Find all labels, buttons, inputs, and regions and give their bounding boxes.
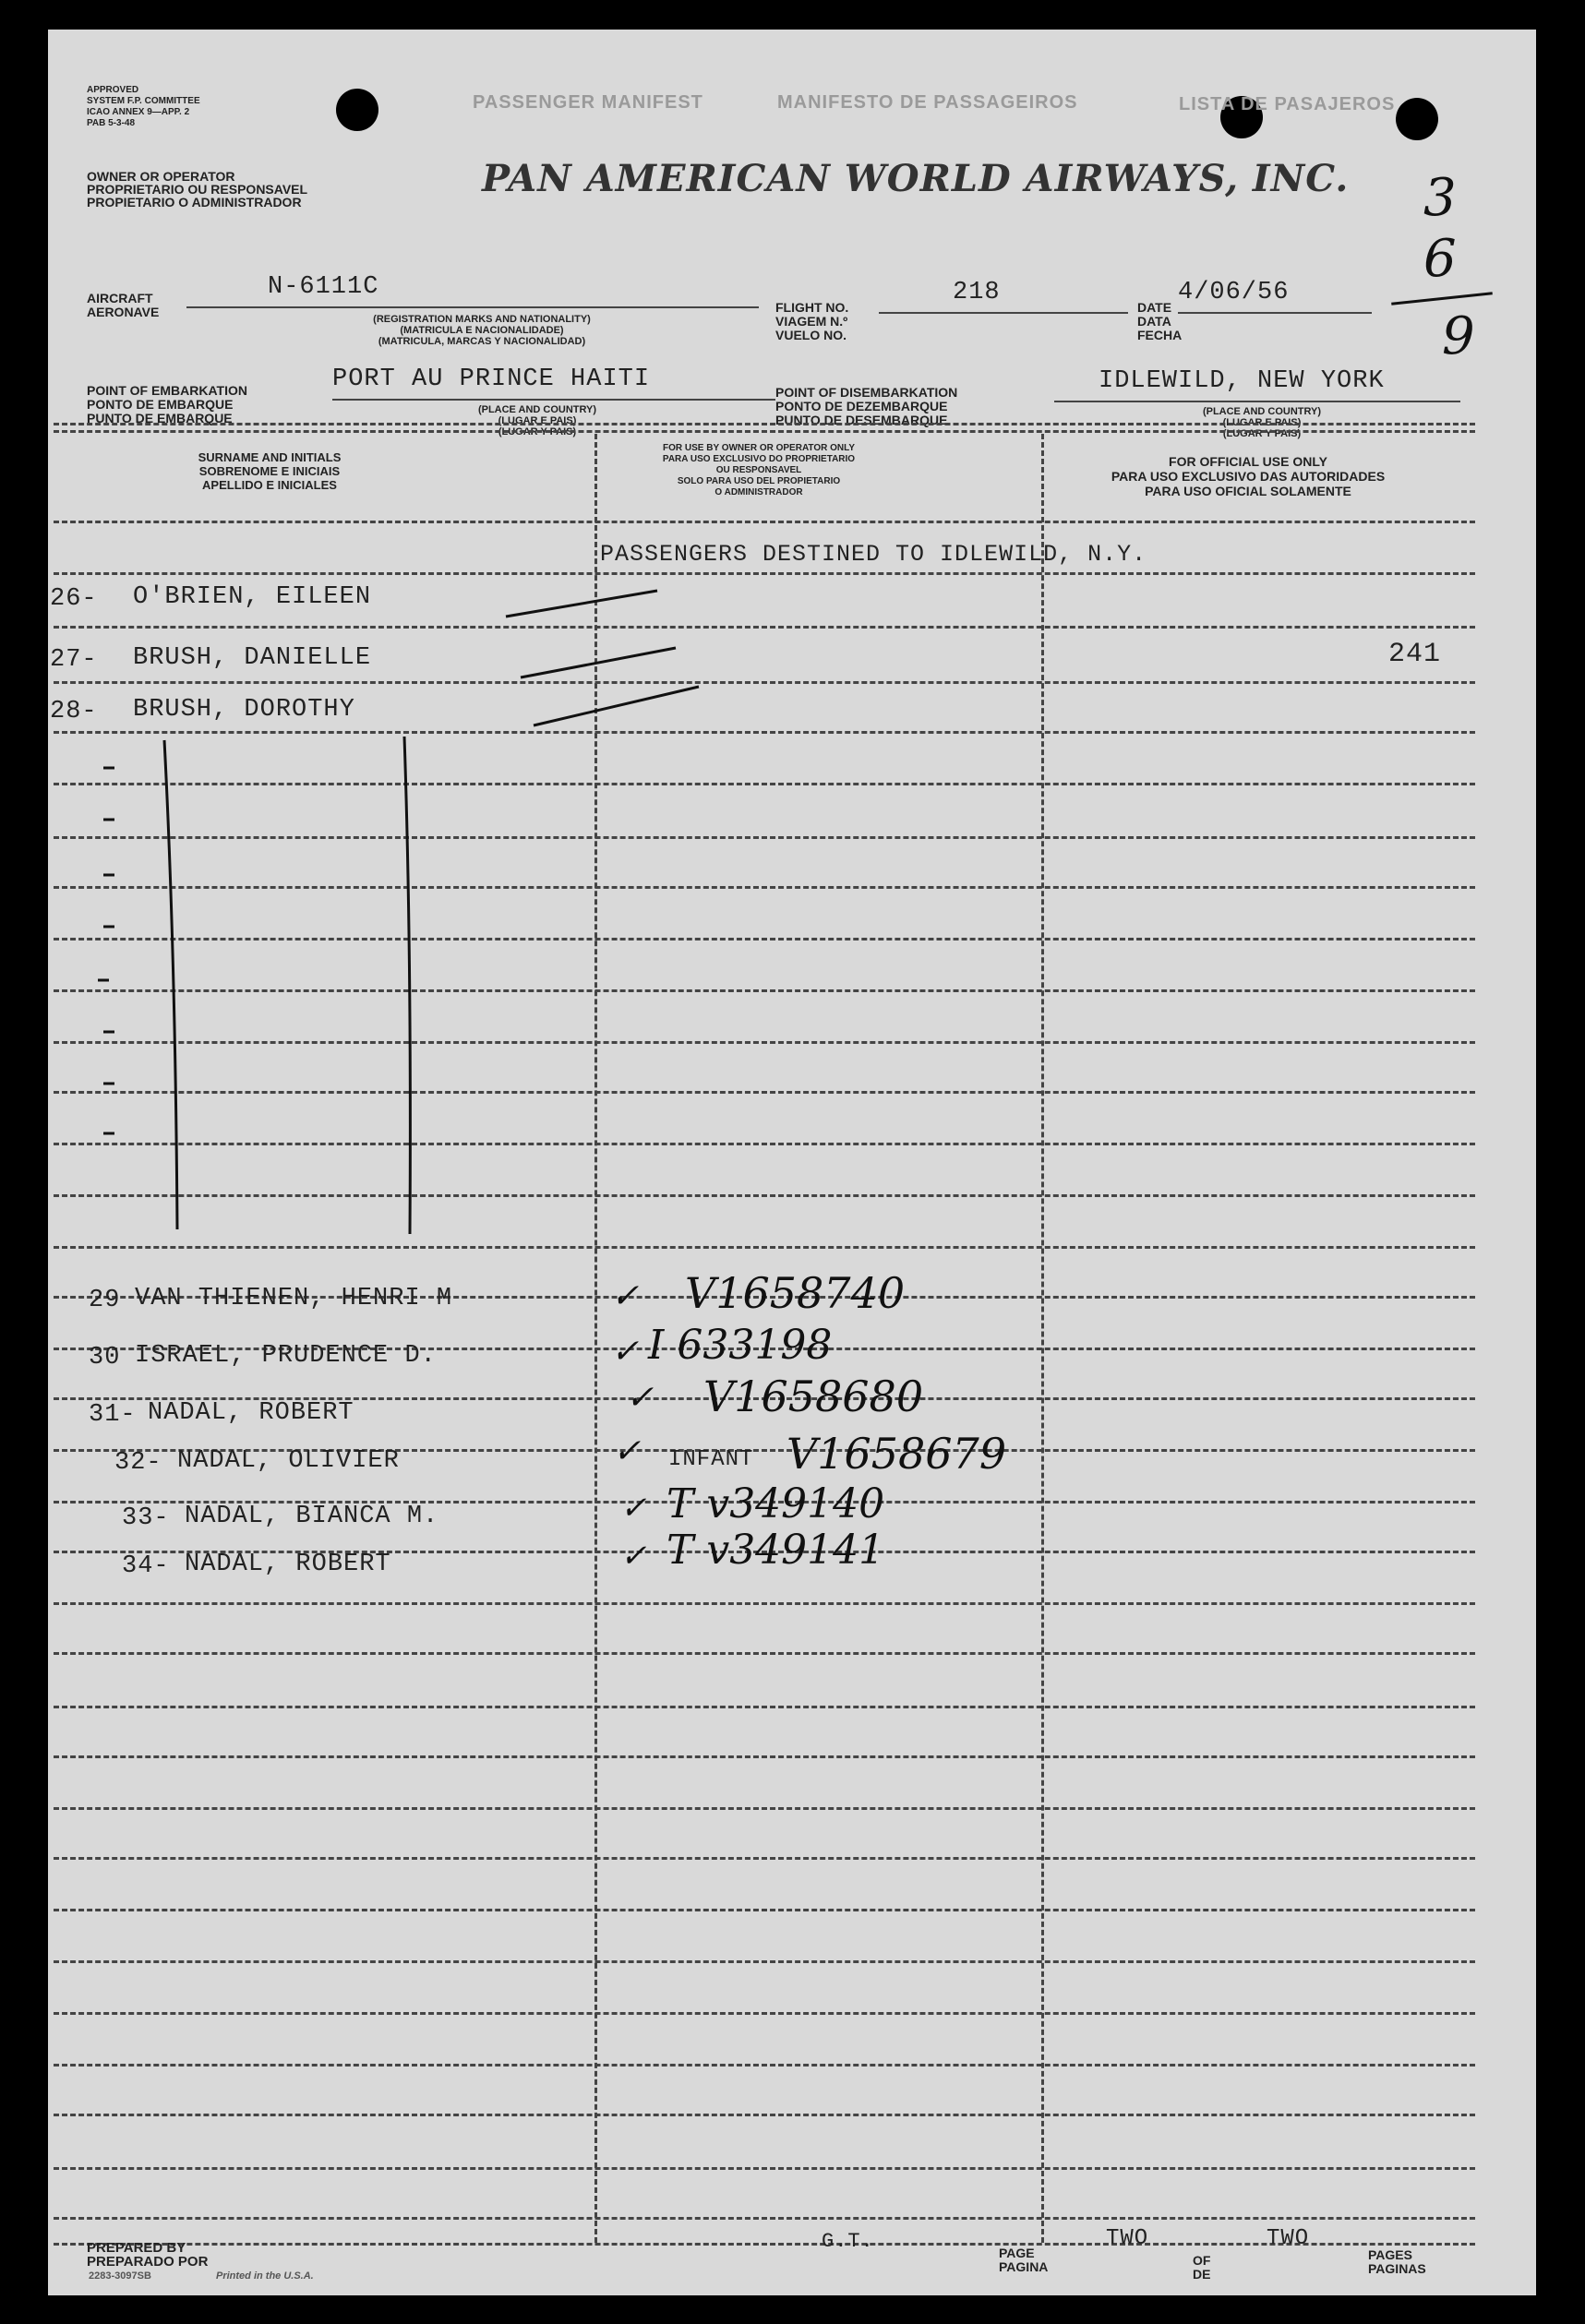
passenger-30-check: ✓ bbox=[611, 1333, 640, 1371]
destination-note: PASSENGERS DESTINED TO IDLEWILD, N.Y. bbox=[600, 541, 1147, 568]
passenger-29-check: ✓ bbox=[611, 1277, 640, 1315]
passenger-32-doc: V1658679 bbox=[786, 1429, 1007, 1479]
passenger-29-doc: V1658740 bbox=[685, 1268, 906, 1318]
manifest-page bbox=[48, 30, 1536, 2295]
aircraft-value: N-6111C bbox=[268, 273, 379, 301]
disembark-place-caption: (PLACE AND COUNTRY) (LUGAR E PAIS) (LUGAR Y PAIS) bbox=[1202, 406, 1322, 439]
passenger-26-number: 26- bbox=[50, 585, 98, 613]
passenger-32-check: ✓ bbox=[613, 1432, 642, 1470]
corner-number-1: 3 bbox=[1423, 168, 1457, 228]
date-label: DATE DATA FECHA bbox=[1137, 300, 1183, 342]
passenger-31-name: NADAL, ROBERT bbox=[148, 1399, 354, 1427]
passenger-31-number: 31- bbox=[89, 1401, 137, 1429]
strike-line bbox=[534, 687, 699, 725]
approval-block: APPROVED SYSTEM F.P. COMMITTEE ICAO ANNEX 9—APP. 2 PAB 5-3-48 bbox=[87, 85, 200, 128]
row-rule bbox=[54, 2217, 1475, 2220]
row-rule bbox=[54, 1602, 1475, 1605]
disembark-label: POINT OF DISEMBARKATION PONTO DE DEZEMBARQUE PUNTO DE DESEMBARQUE bbox=[775, 385, 958, 427]
bracket-left bbox=[164, 740, 177, 1229]
row-rule bbox=[54, 2064, 1475, 2066]
passenger-26-name: O'BRIEN, EILEEN bbox=[133, 583, 372, 611]
page-value: TWO bbox=[1106, 2226, 1149, 2251]
passenger-30-doc: I 633198 bbox=[648, 1322, 833, 1369]
registration-caption: (REGISTRATION MARKS AND NATIONALITY) (MATRICULA E NACIONALIDADE) (MATRICULA, MARCAS Y NACIONALIDAD) bbox=[373, 314, 591, 347]
passenger-30-name: ISRAEL, PRUDENCE D. bbox=[135, 1342, 437, 1370]
aircraft-label: AIRCRAFT AERONAVE bbox=[87, 291, 160, 319]
passenger-33-number: 33- bbox=[122, 1504, 170, 1532]
corner-number-3: 9 bbox=[1442, 306, 1475, 366]
flight-label: FLIGHT NO. VIAGEM N.º VUELO NO. bbox=[775, 300, 849, 342]
passenger-33-doc: T v349140 bbox=[666, 1480, 885, 1527]
passenger-28-name: BRUSH, DOROTHY bbox=[133, 696, 355, 724]
table-bottom-rule bbox=[54, 2243, 1475, 2246]
passenger-27-name: BRUSH, DANIELLE bbox=[133, 644, 372, 672]
passenger-33-name: NADAL, BIANCA M. bbox=[185, 1503, 439, 1530]
row-rule bbox=[54, 1755, 1475, 1758]
row-rule bbox=[54, 2167, 1475, 2170]
page-label: PAGE PAGINA bbox=[999, 2246, 1049, 2274]
owner-label: OWNER OR OPERATOR PROPRIETARIO OU RESPONSAVEL PROPIETARIO O ADMINISTRADOR bbox=[87, 169, 308, 210]
corner-number-2: 6 bbox=[1423, 229, 1457, 289]
passenger-30-number: 30 bbox=[89, 1344, 121, 1372]
passenger-31-check: ✓ bbox=[626, 1379, 654, 1417]
date-value: 4/06/56 bbox=[1178, 279, 1290, 306]
airline-name: PAN AMERICAN WORLD AIRWAYS, INC. bbox=[482, 157, 1350, 200]
of-label: OF DE bbox=[1193, 2253, 1211, 2282]
row-rule bbox=[54, 2012, 1475, 2015]
passenger-27-number: 27- bbox=[50, 646, 98, 674]
passenger-32-number: 32- bbox=[114, 1449, 162, 1477]
strike-line bbox=[506, 591, 657, 617]
passenger-32-infant: INFANT bbox=[668, 1447, 754, 1472]
form-number: 2283-3097SB bbox=[89, 2270, 151, 2282]
passenger-29-number: 29 bbox=[89, 1287, 121, 1314]
row-rule bbox=[54, 1652, 1475, 1655]
title-en: PASSENGER MANIFEST bbox=[473, 92, 703, 113]
preparer-initials: G.T. bbox=[822, 2230, 874, 2253]
passenger-28-number: 28- bbox=[50, 698, 98, 725]
strike-marks bbox=[48, 30, 1536, 1322]
prepared-label: PREPARED BY PREPARADO POR bbox=[87, 2240, 209, 2270]
passenger-34-name: NADAL, ROBERT bbox=[185, 1551, 391, 1578]
printed-note: Printed in the U.S.A. bbox=[216, 2270, 314, 2282]
passenger-33-check: ✓ bbox=[620, 1490, 647, 1527]
disembark-value: IDLEWILD, NEW YORK bbox=[1099, 367, 1385, 395]
row-rule bbox=[54, 2114, 1475, 2116]
col-header-surname: SURNAME AND INITIALS SOBRENOME E INICIAIS APELLIDO E INICIALES bbox=[198, 450, 342, 492]
flight-value: 218 bbox=[953, 279, 1001, 306]
row-rule bbox=[54, 1857, 1475, 1860]
bracket-right bbox=[404, 737, 410, 1234]
passenger-32-name: NADAL, OLIVIER bbox=[177, 1447, 400, 1475]
strike-line bbox=[521, 648, 676, 677]
passenger-34-number: 34- bbox=[122, 1552, 170, 1580]
passenger-29-name: VAN THIENEN, HENRI M bbox=[135, 1285, 453, 1312]
col-header-owner: FOR USE BY OWNER OR OPERATOR ONLY PARA USO EXCLUSIVO DO PROPRIETARIO OU RESPONSAVEL SOLO PARA USO DEL PROPIETARIO O ADMINISTRADOR bbox=[662, 443, 856, 497]
row-rule bbox=[54, 1706, 1475, 1708]
pages-label: PAGES PAGINAS bbox=[1368, 2247, 1426, 2276]
passenger-31-doc: V1658680 bbox=[703, 1372, 924, 1421]
official-note: 241 bbox=[1388, 639, 1442, 670]
row-rule bbox=[54, 1807, 1475, 1810]
embark-label: POINT OF EMBARKATION PONTO DE EMBARQUE PUNTO DE EMBARQUE bbox=[87, 383, 247, 425]
title-pt: MANIFESTO DE PASSAGEIROS bbox=[777, 92, 1078, 113]
passenger-34-doc: T v349141 bbox=[666, 1527, 885, 1574]
passenger-34-check: ✓ bbox=[620, 1538, 647, 1575]
row-rule bbox=[54, 1960, 1475, 1963]
title-es: LISTA DE PASAJEROS bbox=[1179, 94, 1396, 114]
embark-value: PORT AU PRINCE HAITI bbox=[332, 365, 651, 393]
row-rule bbox=[54, 1909, 1475, 1911]
embark-place-caption: (PLACE AND COUNTRY) (LUGAR E PAIS) (LUGAR Y PAIS) bbox=[477, 404, 597, 437]
of-value: TWO bbox=[1267, 2226, 1310, 2251]
col-header-official: FOR OFFICIAL USE ONLY PARA USO EXCLUSIVO DAS AUTORIDADES PARA USO OFICIAL SOLAMENTE bbox=[1111, 454, 1386, 498]
